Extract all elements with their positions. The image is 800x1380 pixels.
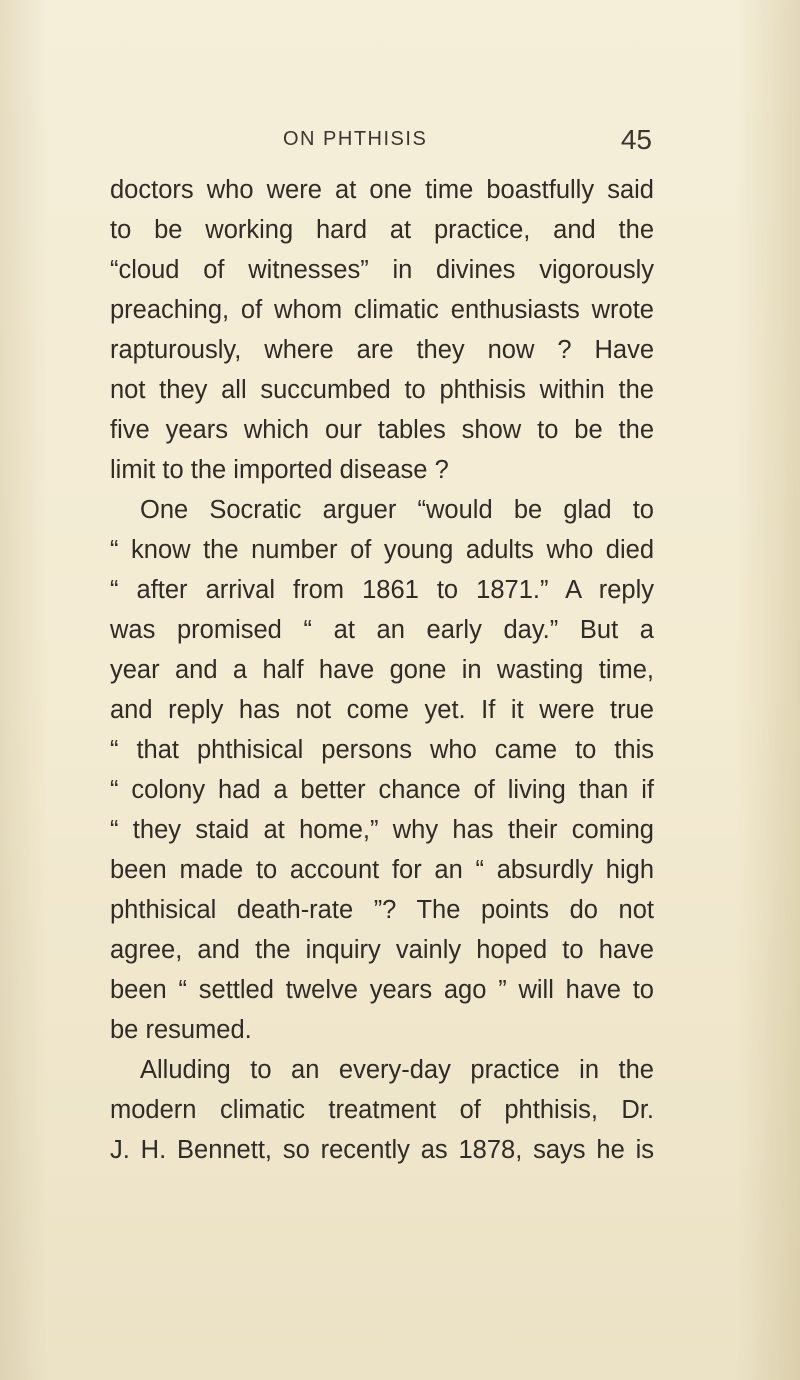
text-line: “cloud of witnesses” in divines vigorously <box>110 256 654 284</box>
text-line: “ know the number of young adults who died <box>110 536 654 564</box>
text-line: was promised “ at an early day.” But a <box>110 616 654 644</box>
text-line: be resumed. <box>110 1016 252 1044</box>
text-line: been “ settled twelve years ago ” will have to <box>110 976 654 1004</box>
text-line: been made to account for an “ absurdly high <box>110 856 654 884</box>
text-line: modern climatic treatment of phthisis, Dr. <box>110 1096 654 1124</box>
running-title: ON PHTHISIS <box>283 128 428 150</box>
text-line: limit to the imported disease ? <box>110 456 449 484</box>
text-line: J. H. Bennett, so recently as 1878, says he is <box>110 1136 654 1164</box>
text-line: to be working hard at practice, and the <box>110 216 654 244</box>
body-text <box>110 170 654 1170</box>
text-line: doctors who were at one time boastfully said <box>110 176 654 204</box>
page-number: 45 <box>620 124 652 155</box>
text-line: “ after arrival from 1861 to 1871.” A reply <box>110 576 654 604</box>
text-line: preaching, of whom climatic enthusiasts wrote <box>110 296 654 324</box>
text-line: One Socratic arguer “would be glad to <box>140 496 654 524</box>
text-line: “ they staid at home,” why has their coming <box>110 816 654 844</box>
text-line: Alluding to an every-day practice in the <box>140 1056 654 1084</box>
text-line: rapturously, where are they now ? Have <box>110 336 654 364</box>
text-line: and reply has not come yet. If it were true <box>110 696 654 724</box>
text-line: five years which our tables show to be the <box>110 416 654 444</box>
text-line: phthisical death-rate ”? The points do not <box>110 896 654 924</box>
text-line: year and a half have gone in wasting time, <box>110 656 654 684</box>
text-line: “ colony had a better chance of living than if <box>110 776 654 804</box>
running-head <box>100 124 660 164</box>
text-line: agree, and the inquiry vainly hoped to have <box>110 936 654 964</box>
text-line: “ that phthisical persons who came to this <box>110 736 654 764</box>
text-line: not they all succumbed to phthisis within the <box>110 376 654 404</box>
